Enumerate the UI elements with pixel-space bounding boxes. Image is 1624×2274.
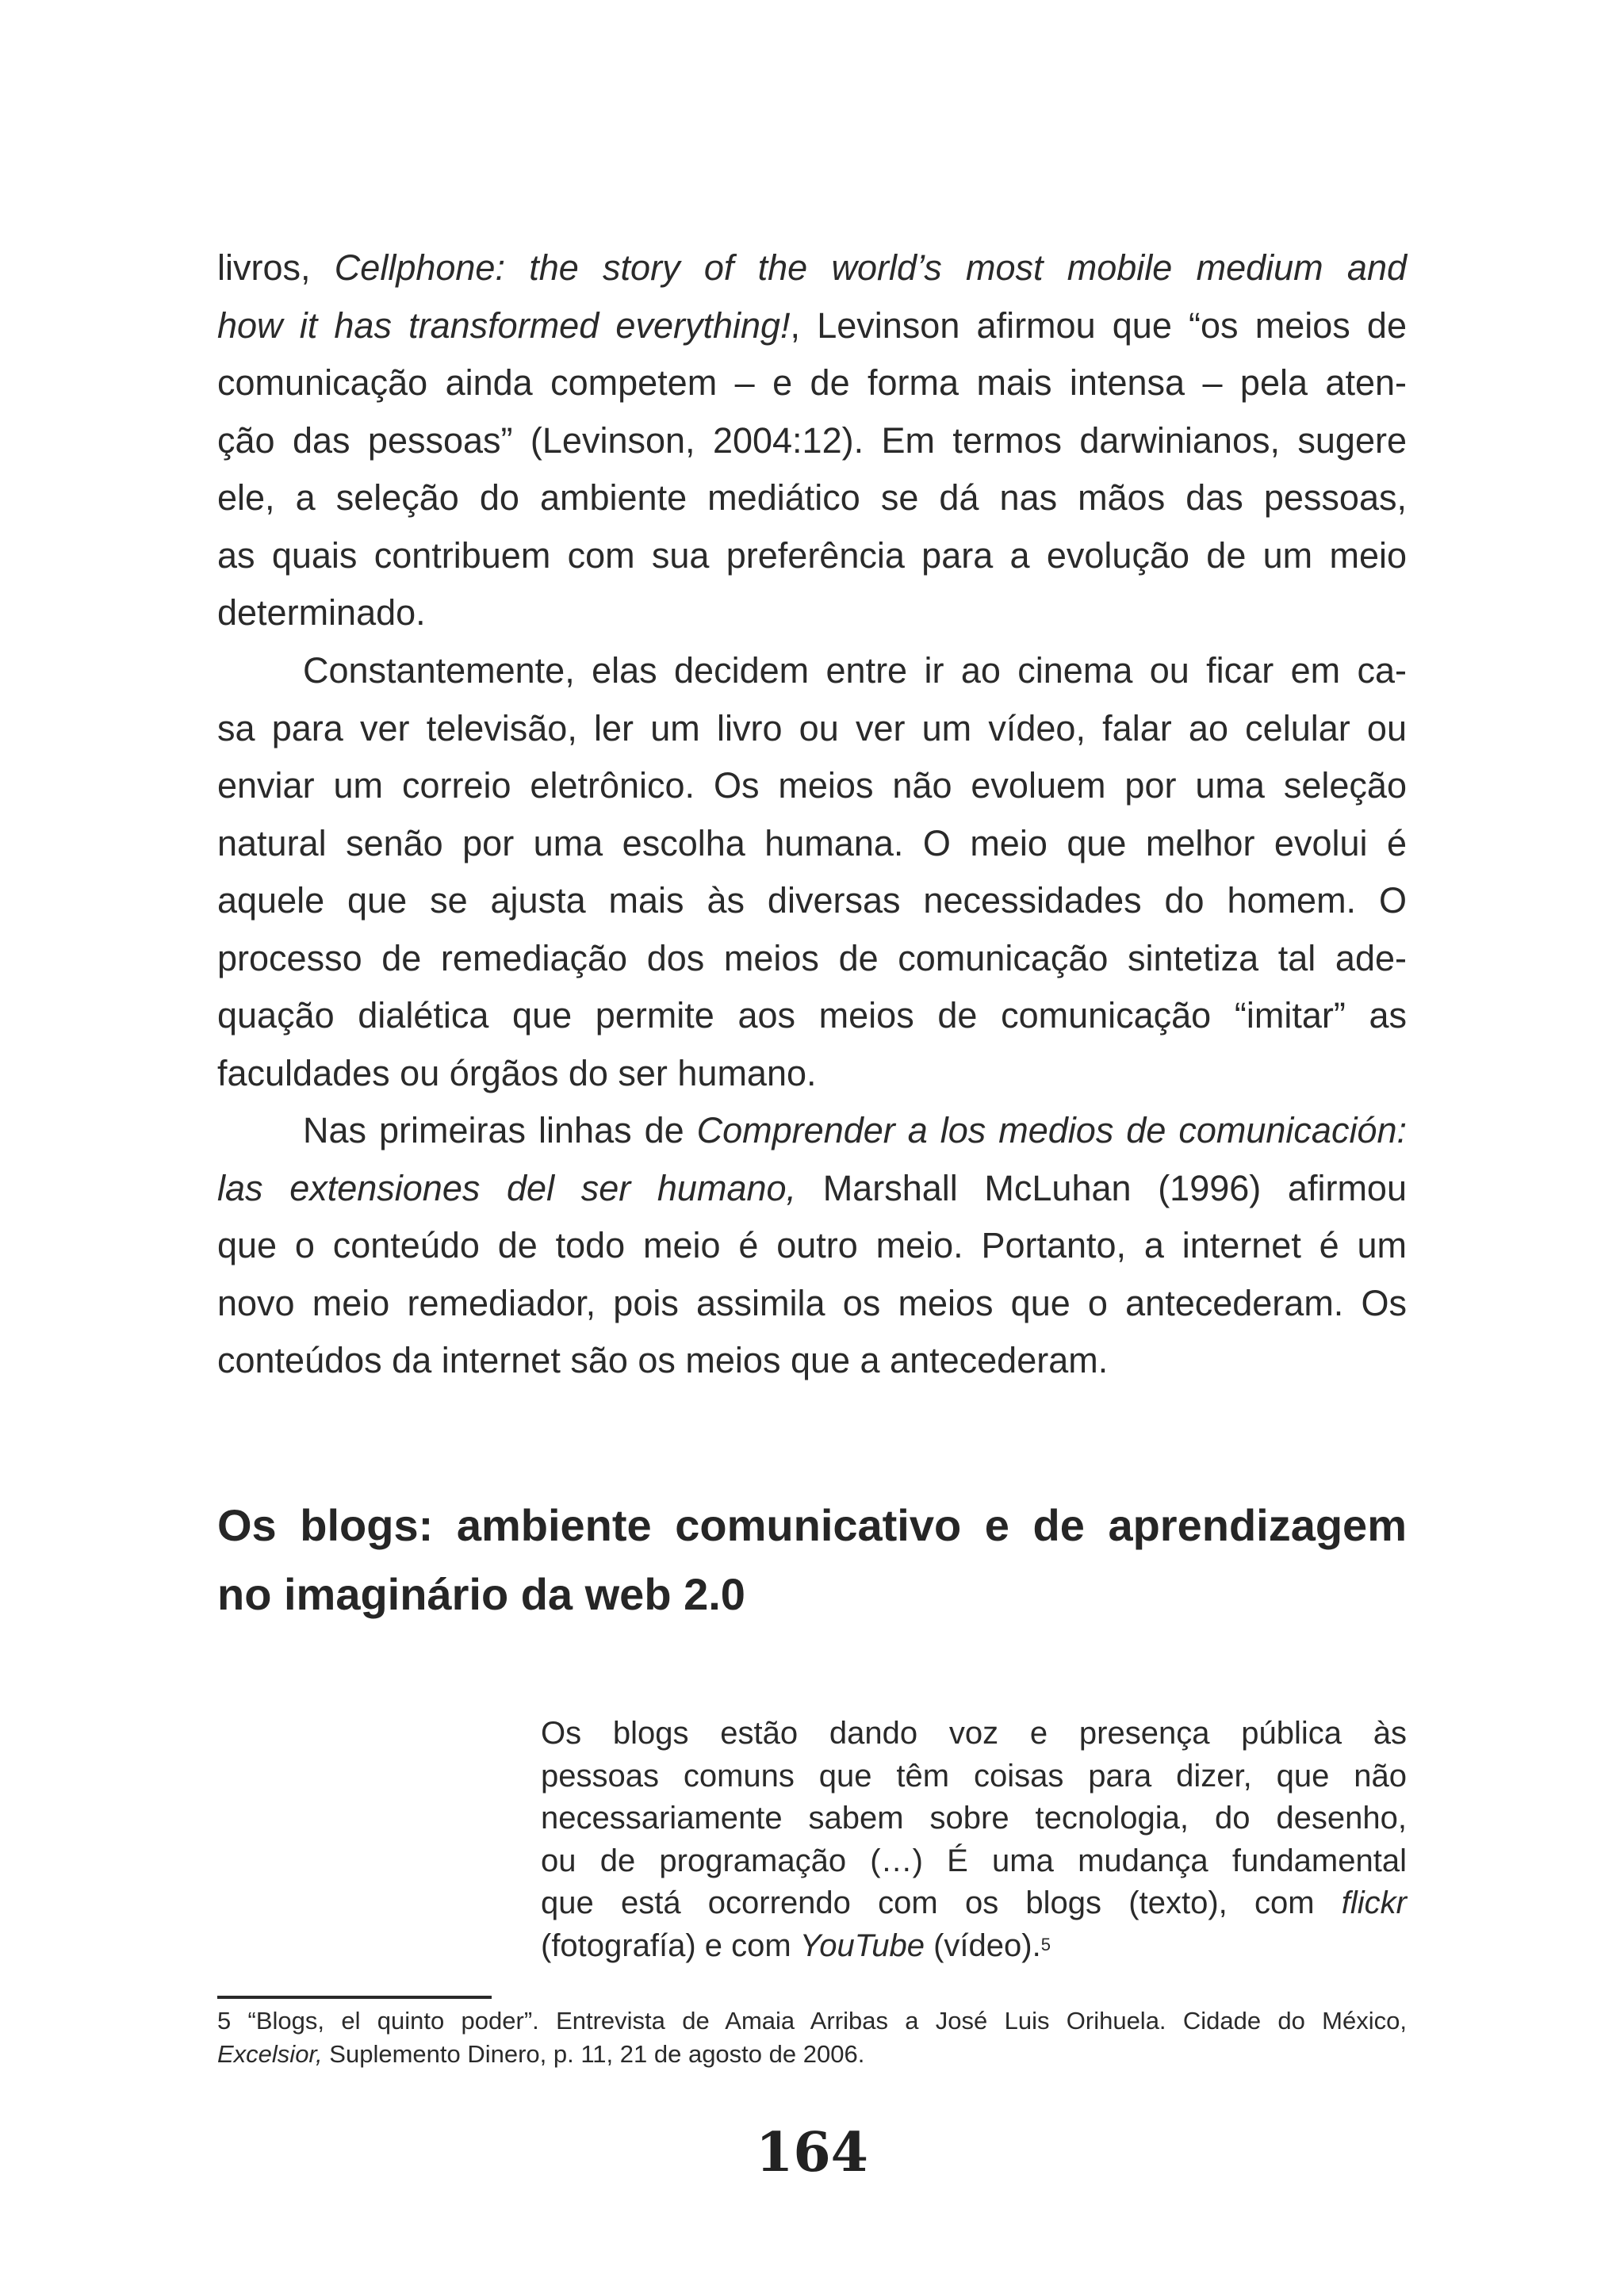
text-line: que o conteúdo de todo meio é outro meio. Portanto, a internet é um xyxy=(217,1225,1407,1265)
text-line: as quais contribuem com sua preferência para a evolução de um meio xyxy=(217,534,1407,576)
quote-line: que está ocorrendo com os blogs (texto), com flickr xyxy=(541,1885,1407,1920)
footnote xyxy=(217,2004,1407,2071)
text-line: processo de remediação dos meios de comunicação sintetiza tal ade- xyxy=(217,937,1407,978)
paragraph-2 xyxy=(217,642,1407,1102)
text-line: ele, a seleção do ambiente mediático se dá nas mãos das pessoas, xyxy=(217,477,1407,518)
quote-line: (fotografía) e com YouTube (vídeo).$^5$ xyxy=(541,1928,1051,1963)
paragraph-3 xyxy=(217,1102,1407,1390)
footnote-line: 5 “Blogs, el quinto poder”. Entrevista de Amaia Arribas a José Luis Orihuela. Cidade do México, xyxy=(217,2007,1407,2035)
text-line: livros, Cellphone: the story of the world’s most mobile medium and xyxy=(217,247,1408,288)
footnote-divider xyxy=(217,1996,492,1999)
quote-line: ou de programação (…) É uma mudança fundamental xyxy=(541,1843,1407,1878)
text-line: novo meio remediador, pois assimila os meios que o antecederam. Os xyxy=(217,1282,1407,1323)
text-line: how it has transformed everything!, Levinson afirmou que “os meios de xyxy=(217,304,1407,346)
text-line: Constantemente, elas decidem entre ir ao cinema ou ficar em ca- xyxy=(303,650,1407,691)
footnote-reference: 5 xyxy=(1040,1934,1051,1954)
text-line: sa para ver televisão, ler um livro ou ver um vídeo, falar ao celular ou xyxy=(217,707,1407,748)
block-quote xyxy=(541,1713,1407,1967)
footnote-line: Excelsior, Suplemento Dinero, p. 11, 21 de agosto de 2006. xyxy=(217,2040,865,2068)
quote-line: necessariamente sabem sobre tecnologia, do desenho, xyxy=(541,1801,1407,1836)
page-number: 164 xyxy=(756,2121,868,2184)
text-line: comunicação ainda competem – e de forma mais intensa – pela aten- xyxy=(217,362,1407,403)
paragraph-1 xyxy=(217,239,1407,642)
text-line: aquele que se ajusta mais às diversas necessidades do homem. O xyxy=(217,880,1407,921)
heading-line: no imaginário da web 2.0 xyxy=(217,1569,745,1619)
quote-line: pessoas comuns que têm coisas para dizer, que não xyxy=(541,1758,1407,1794)
text-line: enviar um correio eletrônico. Os meios não evoluem por uma seleção xyxy=(217,765,1407,806)
text-line: conteúdos da internet são os meios que a antecederam. xyxy=(217,1340,1109,1380)
text-line: natural senão por uma escolha humana. O meio que melhor evolui é xyxy=(217,822,1407,863)
text-line: Nas primeiras linhas de Comprender a los medios de comunicación: xyxy=(303,1110,1407,1150)
text-line: las extensiones del ser humano, Marshall McLuhan (1996) afirmou xyxy=(217,1167,1407,1208)
text-line: determinado. xyxy=(217,592,426,633)
heading-line: Os blogs: ambiente comunicativo e de aprendizagem xyxy=(217,1500,1407,1550)
text-line: quação dialética que permite aos meios de comunicação “imitar” as xyxy=(217,995,1407,1036)
text-line: faculdades ou órgãos do ser humano. xyxy=(217,1052,817,1093)
text-line: ção das pessoas” (Levinson, 2004:12). Em termos darwinianos, sugere xyxy=(217,419,1407,461)
section-heading xyxy=(217,1491,1407,1629)
quote-line: Os blogs estão dando voz e presença pública às xyxy=(541,1716,1407,1751)
